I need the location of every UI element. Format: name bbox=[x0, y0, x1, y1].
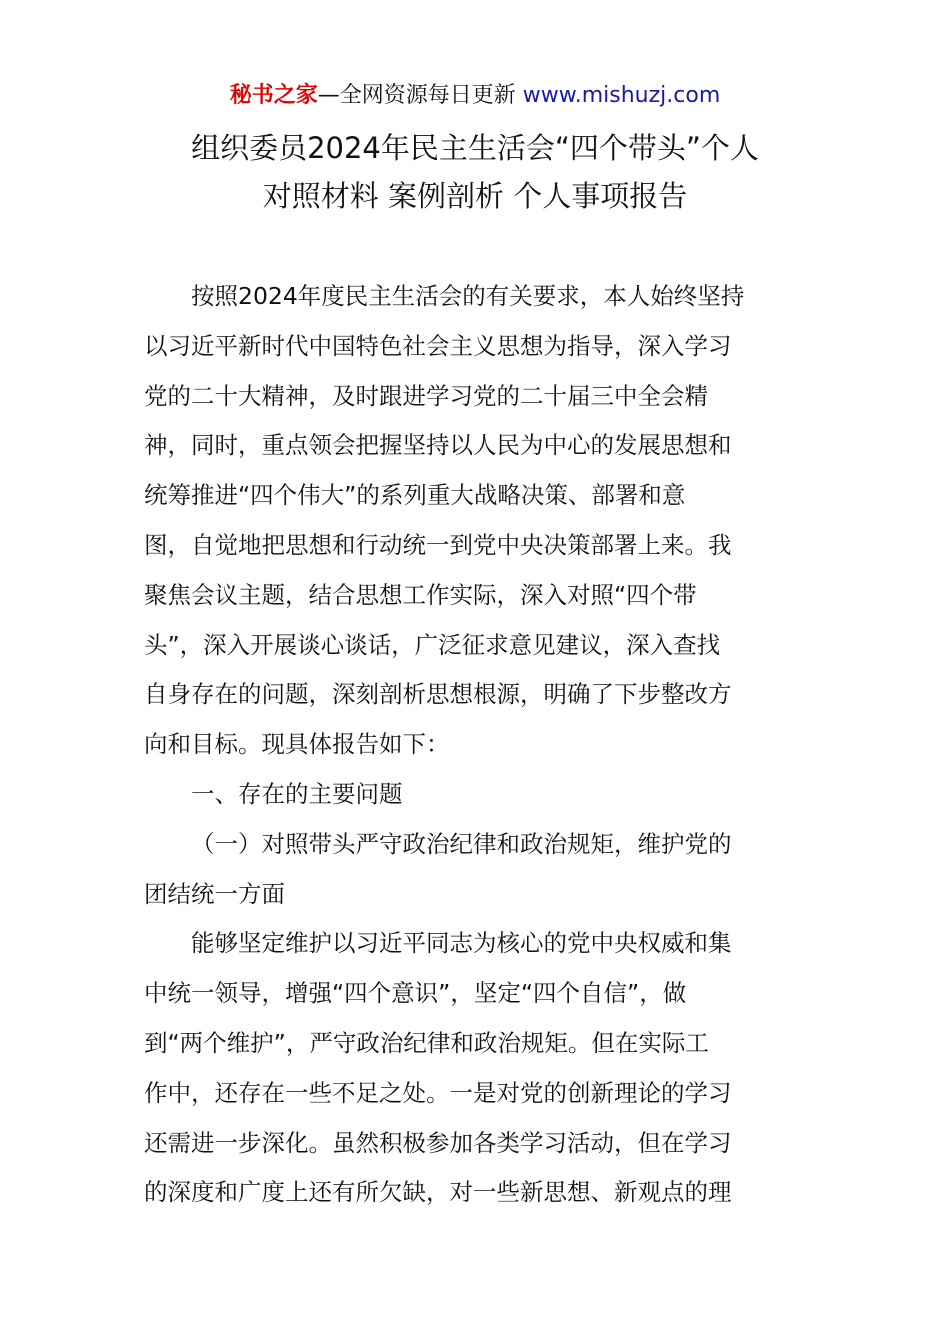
body-line: 统筹推进“四个伟大”的系列重大战略决策、部署和意 bbox=[144, 481, 686, 510]
body-line: 还需进一步深化。虽然积极参加各类学习活动，但在学习 bbox=[144, 1128, 732, 1157]
body-line: 按照2024年度民主生活会的有关要求，本人始终坚持 bbox=[191, 282, 745, 310]
body-line: 党的二十大精神，及时跟进学习党的二十届三中全会精 bbox=[144, 381, 708, 410]
body-line: 神，同时，重点领会把握坚持以人民为中心的发展思想和 bbox=[144, 431, 732, 460]
document-body bbox=[144, 272, 808, 1218]
body-line: 能够坚定维护以习近平同志为核心的党中央权威和集 bbox=[191, 929, 732, 958]
title-line-1: 组织委员2024年民主生活会“四个带头”个人 bbox=[191, 131, 759, 165]
body-line: 到“两个维护”，严守政治纪律和政治规矩。但在实际工 bbox=[144, 1028, 709, 1057]
body-line: 中统一领导，增强“四个意识”，坚定“四个自信”，做 bbox=[144, 979, 687, 1008]
body-line: 聚焦会议主题，结合思想工作实际，深入对照“四个带 bbox=[144, 580, 697, 609]
body-line: 的深度和广度上还有所欠缺，对一些新思想、新观点的理 bbox=[144, 1178, 732, 1207]
body-line: 向和目标。现具体报告如下： bbox=[144, 730, 450, 759]
header-tagline: —全网资源每日更新 bbox=[317, 83, 523, 108]
body-line: 自身存在的问题，深刻剖析思想根源，明确了下步整改方 bbox=[144, 680, 732, 709]
document-title bbox=[100, 124, 850, 220]
body-line: 作中，还存在一些不足之处。一是对党的创新理论的学习 bbox=[144, 1078, 732, 1107]
section-heading: 一、存在的主要问题 bbox=[191, 779, 403, 808]
brand-name: 秘书之家 bbox=[229, 83, 318, 108]
site-header bbox=[0, 80, 950, 112]
subsection-heading: （一）对照带头严守政治纪律和政治规矩，维护党的 bbox=[191, 829, 732, 858]
subsection-heading-cont: 团结统一方面 bbox=[144, 879, 285, 908]
body-line: 以习近平新时代中国特色社会主义思想为指导，深入学习 bbox=[144, 331, 732, 360]
site-url-link[interactable]: www.mishuzj.com bbox=[522, 83, 721, 108]
body-line: 头”，深入开展谈心谈话，广泛征求意见建议，深入查找 bbox=[144, 630, 721, 659]
body-line: 图，自觉地把思想和行动统一到党中央决策部署上来。我 bbox=[144, 530, 732, 559]
title-line-2: 对照材料 案例剖析 个人事项报告 bbox=[262, 179, 688, 213]
